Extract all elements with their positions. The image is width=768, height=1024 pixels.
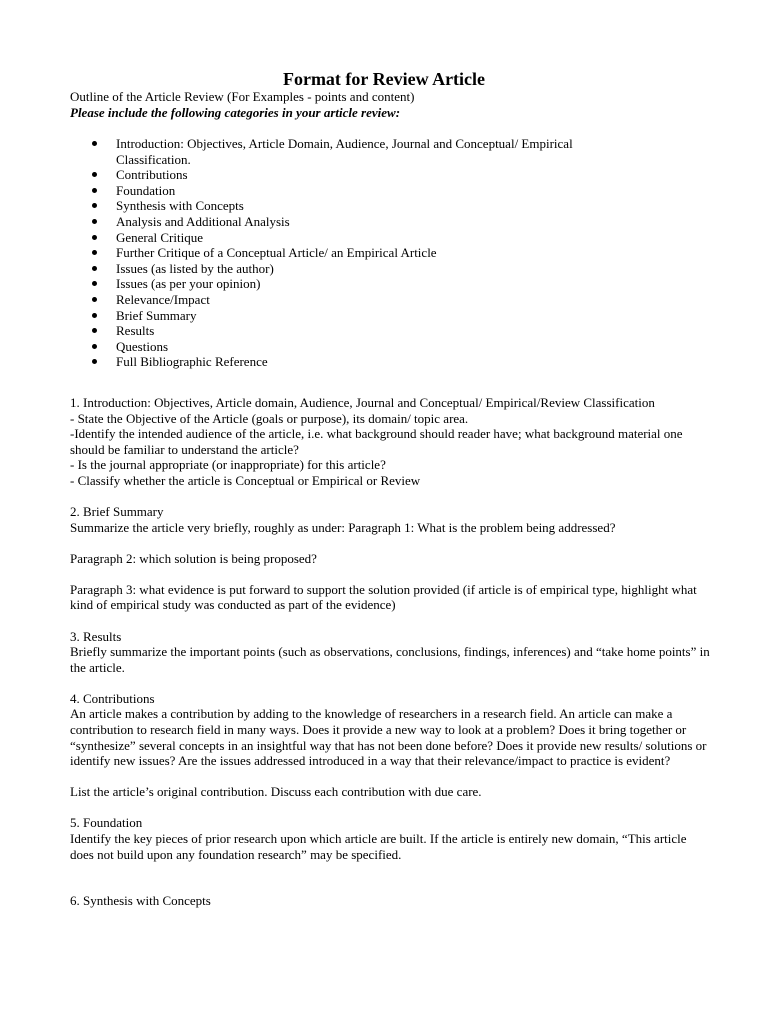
list-item: Synthesis with Concepts [70,198,636,214]
include-instruction: Please include the following categories in your article review: [70,104,401,120]
bullet-icon [92,281,97,286]
category-list [70,136,710,370]
page-title: Format for Review Article [282,69,486,89]
outline-line: Outline of the Article Review (For Examples - points and content) [70,89,415,104]
section-heading: 5. Foundation [70,815,143,831]
outline-block [70,89,710,120]
list-item: General Critique [70,230,636,246]
bullet-icon [92,359,97,364]
paragraph: List the article’s original contribution. Discuss each contribution with due care. [70,784,482,800]
bullet-icon [92,188,97,193]
list-item: Brief Summary [70,308,636,324]
bullet-icon [92,313,97,318]
section-heading: 4. Contributions [70,690,155,706]
list-item: Contributions [70,167,636,183]
section-contributions [70,691,710,800]
bullet-icon [92,203,97,208]
paragraph: An article makes a contribution by adding to the knowledge of researchers in a research field. An article can make a contribution to research field in many ways. Does it provide a new way to look at a problem? Does it bring together or “synthesize” several concepts in an insightful way that has not been done before? Does it provide new results/ solutions or identify new issues? Are the issues addressed introduced in a way that their relevance/impact to practice is evident? [70,706,707,769]
bullet-icon [92,328,97,333]
bullet-icon [92,344,97,349]
list-item: Full Bibliographic Reference [70,354,636,370]
bullet-icon [92,250,97,255]
section-heading: 6. Synthesis with Concepts [70,893,211,909]
paragraph: Paragraph 3: what evidence is put forward to support the solution provided (if article is of empirical type, highlight what kind of empirical study was conducted as part of the evidence) [70,581,697,613]
paragraph: Briefly summarize the important points (such as observations, conclusions, findings, inferences) and “take home points” in the article. [70,644,710,675]
section-heading: 2. Brief Summary [70,504,164,520]
list-item: Issues (as listed by the author) [70,261,636,277]
list-item: Further Critique of a Conceptual Article/ an Empirical Article [70,245,636,261]
list-item: Analysis and Additional Analysis [70,214,636,230]
list-item: Foundation [70,183,636,199]
section-heading: 3. Results [70,628,122,644]
bullet-icon [92,266,97,271]
list-item: Results [70,323,636,339]
paragraph: Summarize the article very briefly, roughly as under: Paragraph 1: What is the problem being addressed? [70,519,616,535]
list-item: Relevance/Impact [70,292,636,308]
document-body [70,395,710,909]
section-heading: 1. Introduction: Objectives, Article domain, Audience, Journal and Conceptual/ Empirical/Review Classification [70,395,655,410]
paragraph: - Classify whether the article is Conceptual or Empirical or Review [70,472,421,488]
bullet-icon [92,219,97,224]
section-results [70,629,710,676]
list-item: Issues (as per your opinion) [70,276,636,292]
paragraph: Paragraph 2: which solution is being proposed? [70,550,317,566]
paragraph: -Identify the intended audience of the article, i.e. what background should reader have; what background material one should be familiar to understand the article? [70,426,683,457]
list-item: Questions [70,339,636,355]
section-foundation [70,815,710,862]
bullet-icon [92,141,97,146]
bullet-icon [92,235,97,240]
paragraph: - State the Objective of the Article (goals or purpose), its domain/ topic area. [70,410,469,426]
list-item: Introduction: Objectives, Article Domain, Audience, Journal and Conceptual/ Empirical Classification. [70,136,636,167]
bullet-icon [92,172,97,177]
section-brief-summary [70,504,710,613]
paragraph: Identify the key pieces of prior research upon which article are built. If the article is entirely new domain, “This article does not build upon any foundation research” may be specified. [70,830,687,862]
paragraph: - Is the journal appropriate (or inappropriate) for this article? [70,457,386,473]
bullet-icon [92,297,97,302]
section-synthesis [70,893,710,909]
section-introduction [70,395,710,489]
